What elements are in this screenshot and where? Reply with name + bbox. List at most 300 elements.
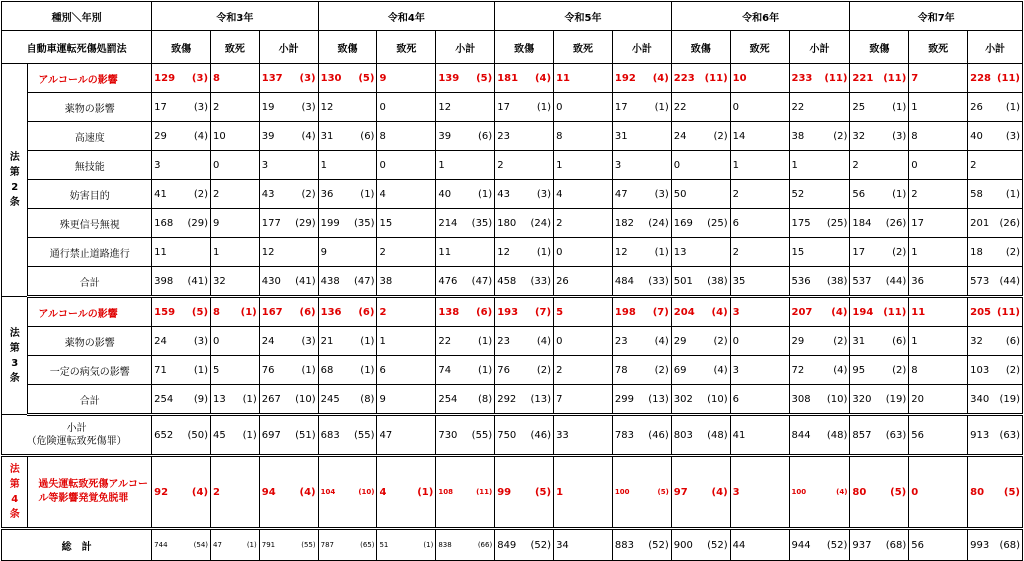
data-cell — [152, 151, 211, 180]
cell-value: 12 — [320, 101, 334, 113]
cell-paren-value: (2) — [833, 335, 848, 347]
cell-content — [674, 336, 728, 347]
cell-paren-value: (2) — [713, 335, 728, 347]
column-header: 致傷 — [318, 31, 377, 64]
cell-content — [556, 276, 610, 287]
data-cell — [495, 238, 554, 267]
cell-value: 14 — [732, 130, 746, 142]
cell-value: 10 — [732, 72, 747, 84]
cell-value: 76 — [497, 364, 510, 376]
cell-content — [438, 488, 492, 496]
header-row-cols — [2, 31, 1023, 64]
cell-content — [674, 131, 728, 142]
table-row — [2, 356, 1023, 385]
cell-content — [556, 540, 610, 551]
cell-paren-value: (66) — [477, 541, 493, 549]
row-label: 殊更信号無視 — [28, 209, 152, 238]
cell-value: 844 — [791, 429, 811, 441]
data-cell — [259, 415, 318, 456]
cell-paren-value: (25) — [826, 217, 848, 229]
data-cell — [554, 415, 613, 456]
data-cell — [377, 385, 436, 415]
cell-content — [438, 365, 492, 376]
cell-paren-value: (6) — [360, 130, 375, 142]
data-cell — [730, 297, 789, 327]
data-cell — [850, 297, 909, 327]
cell-content — [321, 189, 375, 200]
cell-value: 340 — [970, 393, 990, 405]
data-cell — [377, 64, 436, 93]
cell-value: 47 — [379, 429, 393, 441]
data-cell — [436, 415, 495, 456]
cell-paren-value: (4) — [652, 72, 669, 84]
cell-value: 47 — [213, 541, 222, 549]
cell-value: 51 — [379, 541, 389, 549]
cell-value: 43 — [497, 188, 510, 200]
cell-value: 1 — [213, 246, 220, 258]
cell-content — [438, 541, 492, 549]
cell-content — [497, 307, 551, 318]
cell-content — [852, 160, 906, 171]
cell-value: 1 — [911, 101, 918, 113]
cell-value: 4 — [379, 188, 386, 200]
row-label: 高速度 — [28, 122, 152, 151]
data-cell — [377, 151, 436, 180]
cell-paren-value: (11) — [996, 72, 1020, 84]
cell-value: 254 — [154, 393, 174, 405]
cell-value: 0 — [556, 101, 563, 113]
cell-paren-value: (24) — [530, 217, 552, 229]
year-header: 令和7年 — [850, 2, 1023, 31]
cell-value: 2 — [556, 217, 563, 229]
cell-content — [852, 218, 906, 229]
cell-paren-value: (3) — [191, 72, 209, 84]
cell-value: 5 — [556, 306, 564, 318]
cell-content — [154, 365, 208, 376]
cell-value: 99 — [497, 486, 512, 498]
data-cell — [671, 64, 730, 93]
cell-paren-value: (1) — [654, 101, 669, 113]
cell-value: 883 — [614, 539, 635, 551]
cell-value: 167 — [261, 306, 283, 318]
data-cell — [436, 267, 495, 297]
data-cell — [318, 93, 377, 122]
cell-value: 198 — [614, 306, 636, 318]
cell-value: 95 — [852, 364, 866, 376]
table-row — [2, 64, 1023, 93]
year-header: 令和6年 — [671, 2, 850, 31]
cell-paren-value: (2) — [1005, 246, 1020, 258]
data-cell — [612, 456, 671, 529]
cell-content — [852, 365, 906, 376]
data-cell — [152, 456, 211, 529]
cell-value: 7 — [911, 72, 919, 84]
cell-value: 31 — [614, 130, 628, 142]
cell-value: 308 — [791, 393, 811, 405]
cell-paren-value: (3) — [193, 101, 209, 113]
data-cell — [377, 327, 436, 356]
cell-content — [733, 336, 787, 347]
cell-value: 92 — [154, 486, 169, 498]
cell-content — [970, 218, 1020, 229]
cell-content — [321, 541, 375, 549]
cell-paren-value: (5) — [1003, 486, 1020, 498]
cell-paren-value: (4) — [713, 364, 728, 376]
cell-content — [911, 307, 965, 318]
cell-content — [438, 394, 492, 405]
cell-value: 245 — [320, 393, 340, 405]
data-cell — [671, 180, 730, 209]
cell-value: 36 — [911, 275, 924, 287]
data-cell — [730, 180, 789, 209]
cell-content — [615, 247, 669, 258]
cell-content — [733, 189, 787, 200]
cell-content — [792, 276, 848, 287]
cell-content — [911, 73, 965, 84]
cell-paren-value: (25) — [707, 217, 728, 229]
cell-value: 138 — [438, 306, 460, 318]
cell-value: 9 — [379, 72, 387, 84]
statistics-table — [1, 1, 1023, 561]
cell-value: 683 — [320, 429, 340, 441]
row-label: 薬物の影響 — [28, 93, 152, 122]
cell-content — [970, 102, 1020, 113]
cell-paren-value: (13) — [648, 393, 669, 405]
cell-paren-value: (1) — [423, 541, 434, 549]
cell-content — [154, 541, 208, 549]
cell-content — [970, 160, 1020, 171]
cell-value: 17 — [852, 246, 866, 258]
cell-content — [792, 540, 848, 551]
cell-value: 13 — [673, 246, 687, 258]
cell-paren-value: (52) — [826, 539, 848, 551]
cell-content — [556, 247, 610, 258]
cell-value: 22 — [438, 335, 452, 347]
cell-content — [154, 336, 208, 347]
cell-value: 3 — [261, 159, 269, 171]
data-cell — [612, 93, 671, 122]
data-cell — [730, 356, 789, 385]
cell-content — [970, 430, 1020, 441]
cell-paren-value: (1) — [240, 306, 257, 318]
cell-value: 175 — [791, 217, 811, 229]
cell-value: 47 — [614, 188, 628, 200]
data-cell — [612, 64, 671, 93]
cell-value: 29 — [673, 335, 687, 347]
cell-content — [262, 365, 316, 376]
data-cell — [554, 209, 613, 238]
table-row — [2, 238, 1023, 267]
cell-content — [497, 336, 551, 347]
row-label: 通行禁止道路進行 — [28, 238, 152, 267]
cell-value: 130 — [320, 72, 342, 84]
cell-content — [733, 276, 787, 287]
data-cell — [850, 209, 909, 238]
data-cell — [495, 327, 554, 356]
cell-content — [852, 102, 906, 113]
cell-paren-value: (10) — [826, 393, 848, 405]
data-cell — [612, 356, 671, 385]
data-cell — [850, 180, 909, 209]
cell-paren-value: (26) — [885, 217, 907, 229]
cell-paren-value: (1) — [536, 101, 552, 113]
cell-content — [379, 189, 433, 200]
cell-value: 1 — [320, 159, 327, 171]
data-cell — [377, 456, 436, 529]
cell-value: 29 — [791, 335, 805, 347]
cell-content — [262, 430, 316, 441]
cell-paren-value: (29) — [295, 217, 316, 229]
cell-content — [911, 218, 965, 229]
cell-paren-value: (68) — [999, 539, 1020, 551]
cell-value: 0 — [556, 335, 563, 347]
cell-value: 71 — [154, 364, 167, 376]
cell-value: 58 — [970, 188, 983, 200]
column-header: 小計 — [968, 31, 1023, 64]
data-cell — [909, 64, 968, 93]
cell-content — [262, 160, 316, 171]
cell-paren-value: (11) — [883, 72, 907, 84]
data-cell — [909, 356, 968, 385]
cell-content — [497, 430, 551, 441]
cell-content — [615, 218, 669, 229]
data-cell — [152, 122, 211, 151]
table-row — [2, 327, 1023, 356]
cell-paren-value: (4) — [534, 72, 552, 84]
data-cell — [318, 209, 377, 238]
cell-value: 22 — [791, 101, 805, 113]
cell-content — [852, 394, 906, 405]
data-cell — [789, 64, 850, 93]
data-cell — [152, 415, 211, 456]
cell-value: 38 — [379, 275, 393, 287]
cell-value: 254 — [438, 393, 458, 405]
cell-paren-value: (5) — [191, 306, 209, 318]
cell-value: 80 — [852, 486, 867, 498]
cell-value: 50 — [673, 188, 687, 200]
data-cell — [850, 456, 909, 529]
cell-value: 3 — [154, 159, 161, 171]
cell-paren-value: (19) — [999, 393, 1020, 405]
cell-value: 2 — [852, 159, 859, 171]
cell-content — [556, 73, 610, 84]
law-2-label: 法 第 2 条 — [2, 64, 28, 297]
cell-value: 4 — [556, 188, 563, 200]
cell-paren-value: (2) — [193, 188, 209, 200]
cell-value: 22 — [673, 101, 687, 113]
cell-value: 787 — [320, 541, 334, 549]
data-cell — [152, 327, 211, 356]
cell-value: 56 — [911, 429, 924, 441]
cell-content — [154, 131, 208, 142]
cell-paren-value: (6) — [892, 335, 907, 347]
cell-value: 3 — [732, 486, 740, 498]
cell-value: 8 — [556, 130, 563, 142]
cell-content — [213, 247, 257, 258]
cell-paren-value: (5) — [476, 72, 493, 84]
data-cell — [377, 238, 436, 267]
cell-value: 1 — [556, 486, 564, 498]
data-cell — [318, 297, 377, 327]
data-cell — [554, 122, 613, 151]
cell-value: 80 — [970, 486, 985, 498]
cell-paren-value: (10) — [358, 488, 375, 496]
data-cell — [211, 297, 260, 327]
cell-paren-value: (1) — [301, 364, 316, 376]
cell-value: 993 — [970, 539, 990, 551]
cell-value: 17 — [154, 101, 167, 113]
cell-content — [154, 307, 208, 318]
cell-paren-value: (1) — [360, 364, 375, 376]
cell-value: 267 — [261, 393, 281, 405]
table-row — [2, 180, 1023, 209]
data-cell — [211, 64, 260, 93]
data-cell — [730, 238, 789, 267]
cell-value: 484 — [614, 275, 635, 287]
cell-value: 6 — [732, 217, 740, 229]
data-cell — [259, 209, 318, 238]
cell-content — [792, 160, 848, 171]
data-cell — [968, 267, 1023, 297]
cell-content — [321, 394, 375, 405]
cell-paren-value: (2) — [713, 130, 728, 142]
cell-content — [674, 430, 728, 441]
cell-content — [321, 73, 375, 84]
cell-paren-value: (7) — [652, 306, 669, 318]
cell-content — [556, 394, 610, 405]
data-cell — [436, 238, 495, 267]
data-cell — [152, 180, 211, 209]
cell-content — [321, 160, 375, 171]
data-cell — [671, 415, 730, 456]
cell-content — [615, 430, 669, 441]
cell-value: 100 — [614, 488, 630, 496]
cell-paren-value: (11) — [476, 488, 493, 496]
cell-content — [852, 487, 906, 498]
cell-content — [379, 247, 433, 258]
cell-value: 0 — [213, 159, 220, 171]
data-cell — [909, 93, 968, 122]
data-cell — [612, 415, 671, 456]
cell-content — [792, 394, 848, 405]
cell-content — [497, 540, 551, 551]
cell-value: 43 — [261, 188, 275, 200]
cell-value: 45 — [213, 429, 226, 441]
cell-paren-value: (2) — [892, 364, 907, 376]
cell-value: 56 — [852, 188, 866, 200]
data-cell — [909, 297, 968, 327]
corner-top: 種別＼年別 — [2, 2, 152, 31]
cell-content — [497, 365, 551, 376]
cell-content — [438, 131, 492, 142]
cell-value: 15 — [379, 217, 393, 229]
data-cell — [436, 327, 495, 356]
cell-content — [497, 218, 551, 229]
cell-value: 204 — [673, 306, 695, 318]
cell-content — [852, 247, 906, 258]
data-cell — [612, 327, 671, 356]
cell-content — [438, 307, 492, 318]
data-cell — [495, 356, 554, 385]
cell-value: 438 — [320, 275, 340, 287]
cell-value: 23 — [497, 335, 510, 347]
cell-value: 299 — [614, 393, 635, 405]
cell-value: 78 — [614, 364, 628, 376]
data-cell — [671, 151, 730, 180]
cell-content — [556, 160, 610, 171]
cell-value: 19 — [261, 101, 275, 113]
cell-value: 11 — [556, 72, 570, 84]
cell-content — [733, 430, 787, 441]
cell-value: 193 — [497, 306, 519, 318]
data-cell — [850, 385, 909, 415]
cell-paren-value: (4) — [191, 486, 209, 498]
cell-value: 12 — [438, 101, 452, 113]
cell-content — [497, 102, 551, 113]
data-cell — [318, 356, 377, 385]
cell-content — [792, 73, 848, 84]
data-cell — [671, 209, 730, 238]
cell-value: 40 — [438, 188, 452, 200]
cell-content — [556, 365, 610, 376]
cell-content — [154, 73, 208, 84]
cell-value: 2 — [213, 101, 220, 113]
data-cell — [436, 64, 495, 93]
data-cell — [612, 209, 671, 238]
cell-content — [321, 218, 375, 229]
data-cell — [211, 238, 260, 267]
cell-content — [970, 365, 1020, 376]
cell-content — [262, 487, 316, 498]
cell-content — [438, 160, 492, 171]
cell-value: 169 — [673, 217, 693, 229]
cell-content — [792, 131, 848, 142]
cell-value: 0 — [379, 101, 386, 113]
data-cell — [377, 209, 436, 238]
cell-value: 10 — [213, 130, 226, 142]
cell-content — [733, 160, 787, 171]
data-cell — [789, 151, 850, 180]
cell-paren-value: (4) — [299, 486, 316, 498]
data-cell — [909, 456, 968, 529]
cell-value: 21 — [320, 335, 334, 347]
data-cell — [259, 180, 318, 209]
cell-value: 849 — [497, 539, 517, 551]
cell-value: 38 — [791, 130, 805, 142]
cell-paren-value: (10) — [295, 393, 316, 405]
cell-paren-value: (48) — [826, 429, 848, 441]
cell-value: 233 — [791, 72, 813, 84]
data-cell — [318, 267, 377, 297]
cell-value: 180 — [497, 217, 517, 229]
cell-content — [674, 160, 728, 171]
data-cell — [850, 267, 909, 297]
data-cell — [554, 297, 613, 327]
cell-content — [556, 189, 610, 200]
data-cell — [318, 151, 377, 180]
cell-value: 8 — [379, 130, 386, 142]
cell-content — [852, 276, 906, 287]
cell-content — [379, 276, 433, 287]
cell-content — [262, 276, 316, 287]
cell-value: 15 — [791, 246, 805, 258]
cell-value: 181 — [497, 72, 519, 84]
cell-content — [733, 394, 787, 405]
cell-value: 68 — [320, 364, 334, 376]
cell-content — [792, 488, 848, 496]
cell-value: 31 — [852, 335, 866, 347]
cell-paren-value: (4) — [836, 488, 848, 496]
